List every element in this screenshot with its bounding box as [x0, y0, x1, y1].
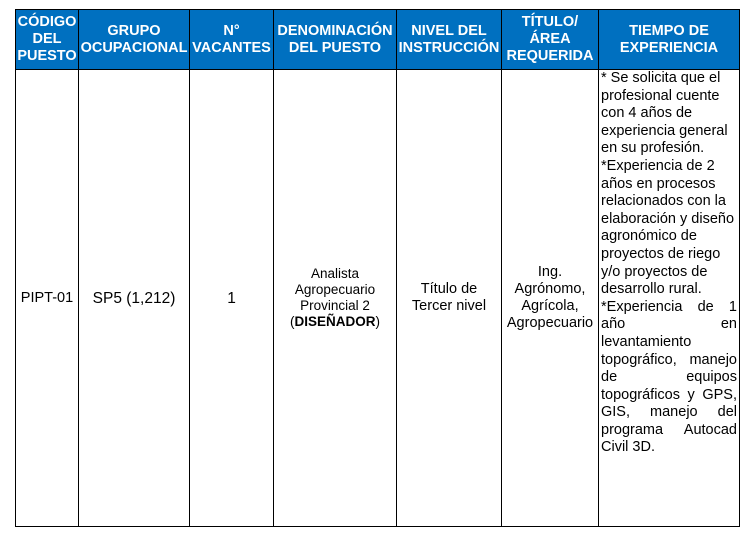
cell-codigo: PIPT-01 [16, 70, 79, 527]
denominacion-close: ) [375, 314, 380, 329]
cell-denominacion [274, 70, 397, 527]
table-header-row [16, 10, 740, 70]
header-grupo: GRUPO OCUPACIONAL [79, 10, 190, 70]
header-titulo: TÍTULO/ ÁREA REQUERIDA [502, 10, 599, 70]
cell-nivel: Título de Tercer nivel [397, 70, 502, 527]
job-requirements-table [15, 9, 740, 527]
experiencia-paragraph-1: * Se solicita que el profesional cuente con 4 años de experiencia general en su profesión. [601, 70, 728, 157]
cell-experiencia [599, 70, 740, 527]
experiencia-paragraph-3: *Experiencia de 1 año en levantamiento topográfico, manejo de equipos topográficos y GPS, GIS, manejo del programa Autocad Civil 3D. [601, 298, 737, 456]
cell-titulo: Ing. Agrónomo, Agrícola, Agropecuario [502, 70, 599, 527]
experiencia-paragraph-2: *Experiencia de 2 años en procesos relacionados con la elaboración y diseño agronómico de proyectos de riego y/o proyectos de desarrollo rural. [601, 157, 735, 298]
header-vacantes: N° VACANTES [190, 10, 274, 70]
header-codigo: CÓDIGO DEL PUESTO [16, 10, 79, 70]
table-row [16, 70, 740, 527]
cell-vacantes: 1 [190, 70, 274, 527]
denominacion-bold-text: DISEÑADOR [294, 314, 376, 329]
header-tiempo: TIEMPO DE EXPERIENCIA [599, 10, 740, 70]
denominacion-text: Analista Agropecuario Provincial 2 ( [289, 266, 376, 329]
header-denominacion: DENOMINACIÓN DEL PUESTO [274, 10, 397, 70]
cell-grupo: SP5 (1,212) [79, 70, 190, 527]
header-nivel: NIVEL DEL INSTRUCCIÓN [397, 10, 502, 70]
